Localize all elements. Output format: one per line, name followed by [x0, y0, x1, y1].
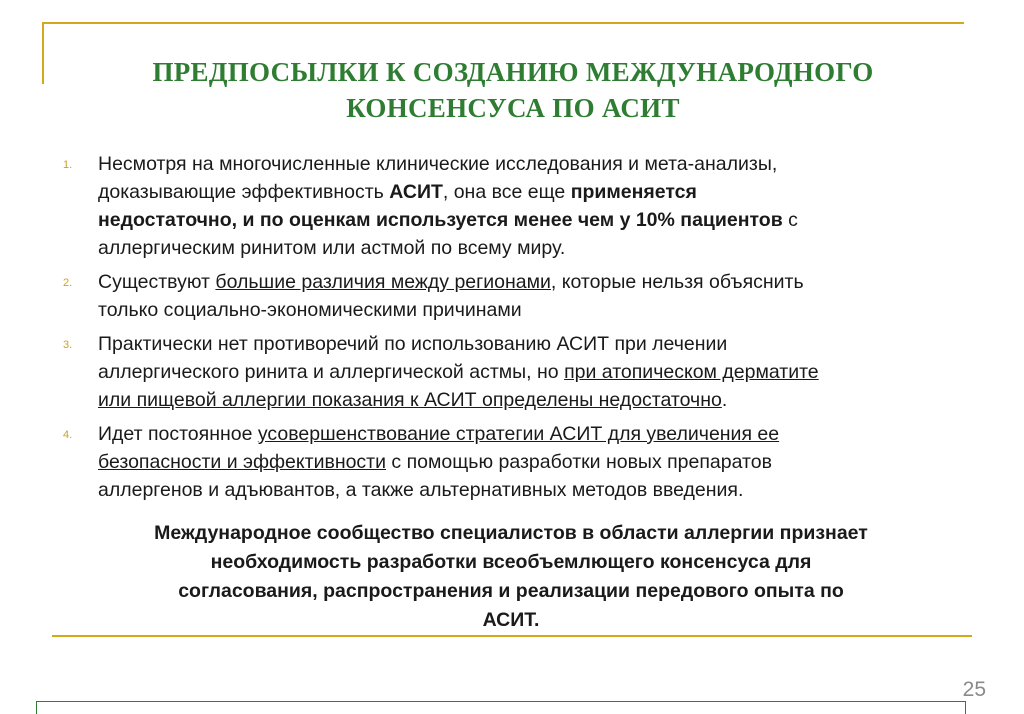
item-3-line-1: Практически нет противоречий по использованию АСИТ при лечении — [98, 333, 728, 355]
text-span: Существуют — [98, 271, 216, 293]
item-1-line-1: Несмотря на многочисленные клинические исследования и мета-анализы, — [98, 153, 778, 175]
text-span: , она все еще — [442, 181, 571, 203]
conclusion-line-4: АСИТ. — [482, 609, 540, 631]
item-2-line-1 — [98, 268, 980, 296]
list-item-2 — [60, 268, 980, 324]
bold-span: АСИТ — [389, 181, 443, 203]
item-4-line-3: аллергенов и адъювантов, а также альтернативных методов введения. — [98, 479, 744, 501]
item-1-line-3 — [98, 206, 980, 234]
list-number: 3. — [63, 339, 73, 351]
text-span: Идет постоянное — [98, 423, 258, 445]
title-line-1: ПРЕДПОСЫЛКИ К СОЗДАНИЮ МЕЖДУНАРОДНОГО — [152, 57, 874, 87]
item-3-line-3 — [98, 386, 980, 414]
bold-span: применяется — [570, 181, 697, 203]
bottom-divider — [52, 635, 972, 637]
list-item-3 — [60, 330, 980, 414]
underlined-span: при атопическом дерматите — [564, 361, 819, 383]
list-number: 1. — [63, 159, 73, 171]
list-number: 2. — [63, 277, 73, 289]
underlined-span: безопасности и эффективности — [98, 451, 387, 473]
footer-frame — [36, 701, 966, 714]
text-span: с помощью разработки новых препаратов — [386, 451, 772, 473]
list-item-4 — [60, 420, 980, 504]
item-3-line-2 — [98, 358, 980, 386]
text-span: с — [782, 209, 798, 231]
text-span: . — [721, 389, 728, 411]
conclusion-line-3: согласования, распространения и реализации передового опыта по — [178, 580, 844, 602]
list-item-1 — [60, 150, 980, 262]
item-1-line-4: аллергическим ринитом или астмой по всему миру. — [98, 237, 566, 259]
top-divider — [42, 22, 964, 24]
underlined-span: или пищевой аллергии показания к АСИТ определены недостаточно — [98, 389, 722, 411]
conclusion-line-2: необходимость разработки всеобъемлющего консенсуса для — [210, 551, 812, 573]
conclusion-paragraph — [40, 519, 982, 635]
text-span: доказывающие эффективность — [98, 181, 390, 203]
item-4-line-1 — [98, 420, 980, 448]
conclusion-line-1: Международное сообщество специалистов в области аллергии признает — [154, 522, 868, 544]
underlined-span: усовершенствование стратегии АСИТ для увеличения ее — [257, 423, 780, 445]
page-number: 25 — [962, 678, 986, 701]
bold-span: недостаточно, и по оценкам используется менее чем у 10% пациентов — [98, 209, 783, 231]
title-line-2: КОНСЕНСУСА ПО АСИТ — [346, 93, 680, 123]
list-number: 4. — [63, 429, 73, 441]
underlined-span: большие различия между регионами — [215, 271, 551, 293]
slide-title — [44, 54, 982, 126]
text-span: , которые нельзя объяснить — [550, 271, 804, 293]
item-1-line-2 — [98, 178, 980, 206]
item-2-line-2: только социально-экономическими причинами — [98, 299, 522, 321]
numbered-list — [60, 150, 980, 510]
text-span: аллергического ринита и аллергической астмы, но — [98, 361, 565, 383]
item-4-line-2 — [98, 448, 980, 476]
